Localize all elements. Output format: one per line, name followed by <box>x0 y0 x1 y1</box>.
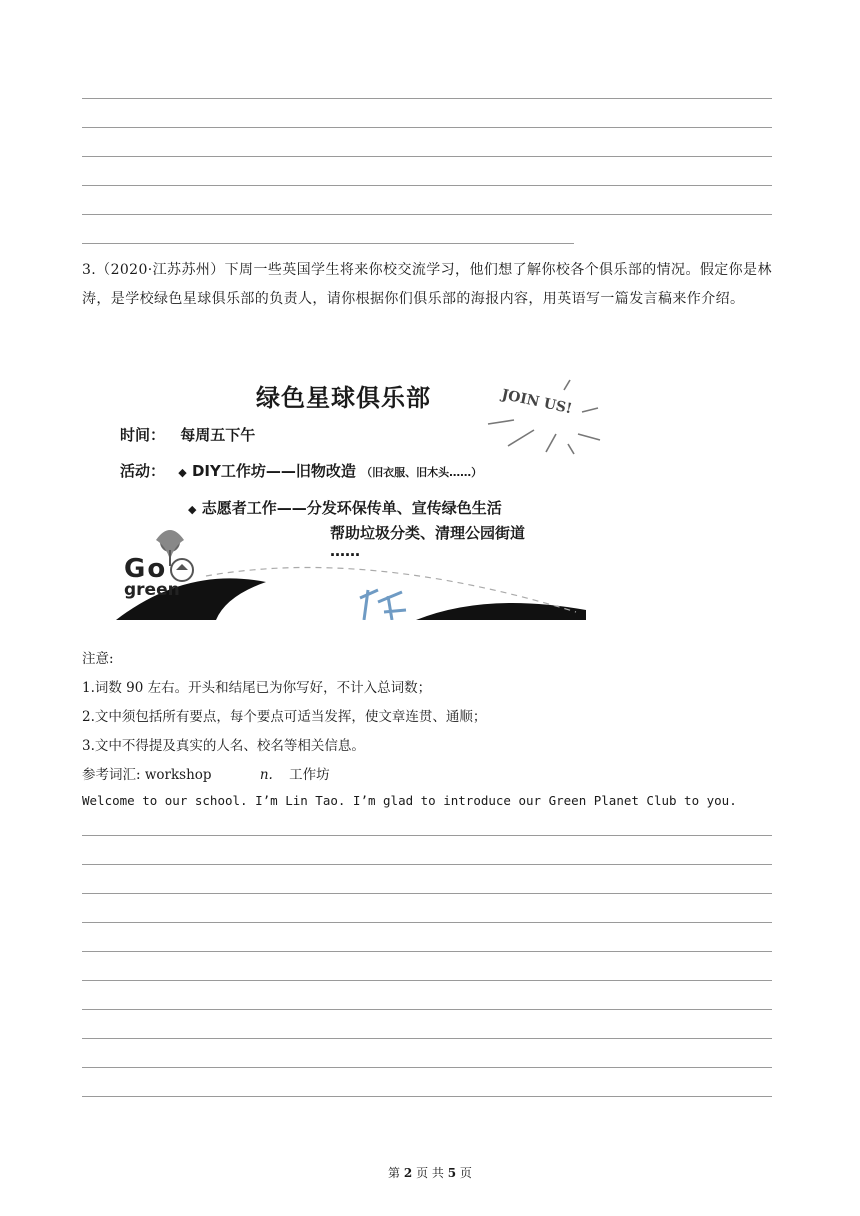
note-item-2: 2.文中须包括所有要点，每个要点可适当发挥，使文章连贯、通顺； <box>82 709 487 725</box>
vocab-hint <box>82 763 330 783</box>
note-item-3: 3.文中不得提及真实的人名、校名等相关信息。 <box>82 738 365 754</box>
answer-line <box>82 951 772 952</box>
bullet-icon: ◆ <box>178 466 187 479</box>
answer-line <box>82 214 772 215</box>
answer-line <box>82 156 772 157</box>
answer-line <box>82 1038 772 1039</box>
poster-activity2-line2: 帮助垃圾分类、清理公园街道 <box>330 524 526 542</box>
go-green-logo <box>124 556 180 599</box>
answer-line <box>82 1009 772 1010</box>
question-prompt <box>82 256 776 314</box>
join-us-text: JOIN US! <box>500 386 574 418</box>
activity1-text: DIY工作坊——旧物改造 <box>191 462 356 480</box>
note-item-1: 1.词数 90 左右。开头和结尾已为你写好，不计入总词数； <box>82 680 432 696</box>
activity2-line1: 志愿者工作——分发环保传单、宣传绿色生活 <box>201 499 502 517</box>
activity1-note: （旧衣服、旧木头……） <box>361 466 483 479</box>
vocab-meaning: 工作坊 <box>289 767 330 783</box>
footer-prefix: 第 <box>388 1166 401 1180</box>
activity-label: 活动： <box>120 462 166 480</box>
answer-line <box>82 835 772 836</box>
club-poster <box>116 370 612 620</box>
answer-line <box>82 1096 772 1097</box>
page-footer <box>0 1164 860 1181</box>
answer-line <box>82 864 772 865</box>
logo-go: Go <box>124 554 168 584</box>
logo-green: green <box>124 580 180 600</box>
poster-title: 绿色星球俱乐部 <box>256 384 431 412</box>
opening-sentence: Welcome to our school. I’m Lin Tao. I’m glad to introduce our Green Planet Club to you. <box>82 793 737 808</box>
question-number: 3. <box>82 262 97 278</box>
notes-heading: 注意: <box>82 651 114 667</box>
answer-line <box>82 98 772 99</box>
answer-line <box>82 185 772 186</box>
vocab-label: 参考词汇: workshop <box>82 767 212 783</box>
answer-line <box>82 980 772 981</box>
footer-mid: 页 共 <box>416 1166 444 1180</box>
answer-line <box>82 127 772 128</box>
question-text: 下周一些英国学生将来你校交流学习，他们想了解你校各个俱乐部的情况。假定你是林涛，是学校绿色星球俱乐部的负责人，请你根据你们俱乐部的海报内容，用英语写一篇发言稿来作介绍。 <box>82 262 772 307</box>
time-label: 时间： <box>120 426 166 444</box>
answer-line <box>82 1067 772 1068</box>
question-source: （2020·江苏苏州） <box>96 262 225 278</box>
vocab-pos: n. <box>259 767 273 783</box>
poster-ellipsis: …… <box>330 542 360 560</box>
bullet-icon: ◆ <box>188 503 197 516</box>
answer-line <box>82 893 772 894</box>
answer-line <box>82 922 772 923</box>
footer-page-number: 2 <box>403 1166 413 1180</box>
poster-time <box>120 424 255 445</box>
poster-activity2 <box>188 497 502 518</box>
footer-suffix: 页 <box>459 1166 472 1180</box>
answer-line-short <box>82 243 574 244</box>
time-value: 每周五下午 <box>180 426 256 444</box>
footer-total-pages: 5 <box>447 1166 457 1180</box>
poster-activity1 <box>120 460 482 481</box>
